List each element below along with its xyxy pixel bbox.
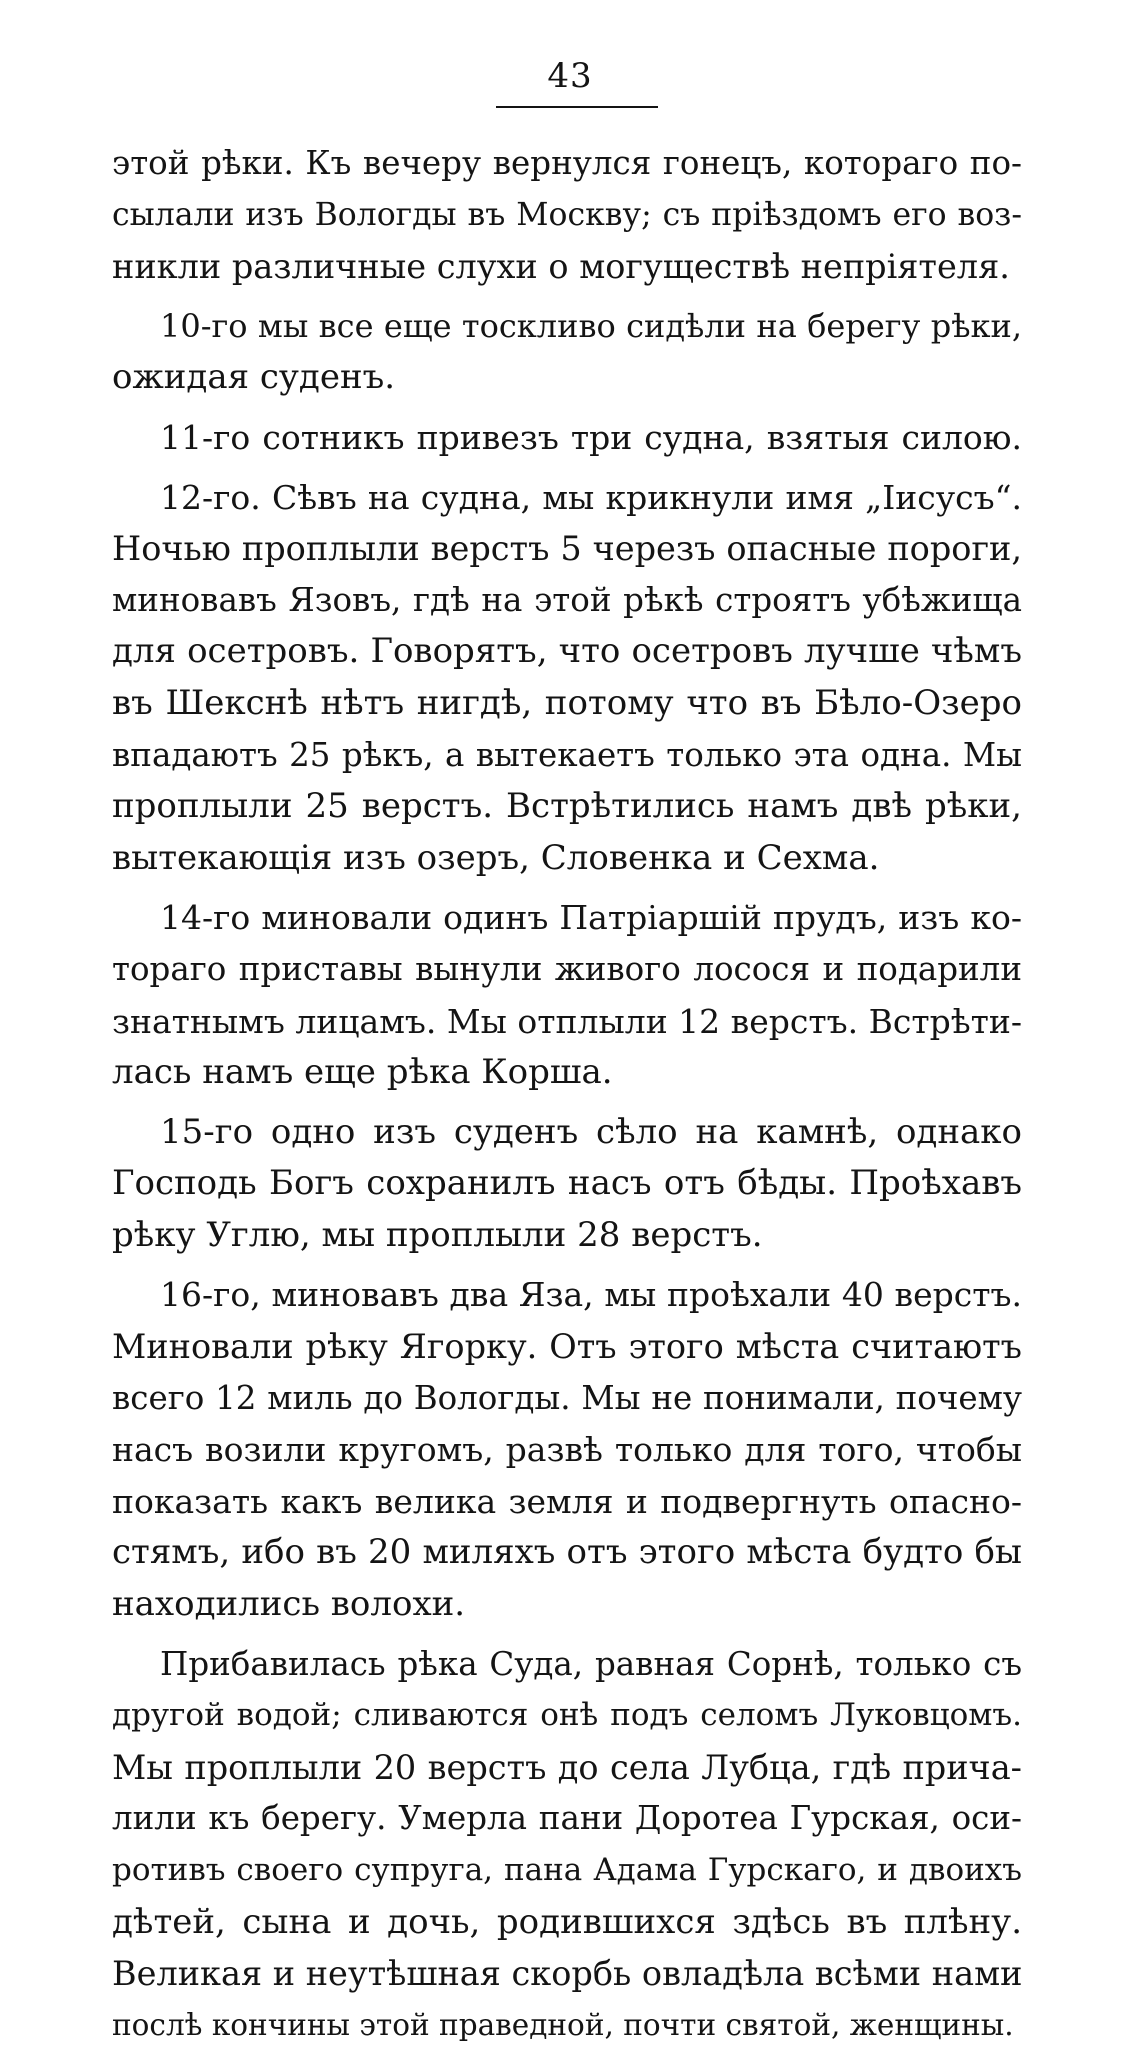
text-line: Миновали рѣку Ягорку. Отъ этого мѣста считаютъ — [112, 1327, 1022, 1367]
text-line: Мы проплыли 20 верстъ до села Лубца, гдѣ прича- — [112, 1747, 1022, 1787]
text-line: ожидая суденъ. — [112, 357, 396, 398]
text-line: Господь Богъ сохранилъ насъ отъ бѣды. Проѣхавъ — [112, 1163, 1022, 1204]
text-line: знатнымъ лицамъ. Мы отплыли 12 верстъ. Встрѣти- — [112, 1001, 1023, 1041]
text-line: миновавъ Язовъ, гдѣ на этой рѣкѣ строятъ убѣжища — [112, 580, 1022, 619]
body-text — [112, 138, 1022, 2051]
text-line: показать какъ велика земля и подвергнуть опасно- — [112, 1481, 1022, 1521]
page-number-rule — [496, 106, 658, 108]
text-line: другой водой; сливаются онѣ подъ селомъ Луковцомъ. — [112, 1697, 1022, 1734]
page-number: 43 — [547, 56, 593, 96]
text-line: вытекающія изъ озеръ, Словенка и Сехма. — [112, 837, 880, 878]
text-line: Ночью проплыли верстъ 5 черезъ опасные пороги, — [112, 529, 1022, 569]
text-line: 16-го, миновавъ два Яза, мы проѣхали 40 верстъ. — [160, 1275, 1022, 1315]
text-line: послѣ кончины этой праведной, почти святой, женщины. — [112, 2007, 1014, 2042]
text-line: стямъ, ибо въ 20 миляхъ отъ этого мѣста будто бы — [112, 1532, 1022, 1573]
paragraph — [112, 412, 1022, 464]
paragraph — [112, 1269, 1022, 1630]
text-line: въ Шекснѣ нѣтъ нигдѣ, потому что въ Бѣло-Озеро — [112, 682, 1022, 723]
paragraph — [112, 138, 1022, 293]
text-line: Великая и неутѣшная скорбь овладѣла всѣми нами — [112, 1954, 1023, 1994]
paragraph — [112, 1107, 1022, 1262]
paragraph — [112, 472, 1022, 885]
text-line: 15-го одно изъ суденъ сѣло на камнѣ, однако — [160, 1111, 1022, 1152]
text-line: сылали изъ Вологды въ Москву; съ пріѣздомъ его воз- — [112, 196, 1022, 233]
text-line: 11-го сотникъ привезъ три судна, взятыя силою. — [160, 417, 1022, 457]
text-line: никли различные слухи о могуществѣ непріятеля. — [112, 247, 1010, 287]
text-line: всего 12 миль до Вологды. Мы не понимали, почему — [112, 1378, 1022, 1417]
text-line: лась намъ еще рѣка Корша. — [112, 1052, 613, 1093]
paragraph — [112, 301, 1022, 404]
text-line: впадаютъ 25 рѣкъ, а вытекаетъ только эта одна. Мы — [112, 735, 1022, 774]
text-line: 14-го миновали одинъ Патріаршій прудъ, изъ ко- — [160, 898, 1022, 938]
paragraph — [112, 1639, 1022, 2051]
text-line: насъ возили кругомъ, развѣ только для того, чтобы — [112, 1430, 1022, 1470]
text-line: лили къ берегу. Умерла пани Доротеа Гурская, оси- — [112, 1799, 1022, 1838]
text-line: находились волохи. — [112, 1584, 466, 1625]
text-line: 12-го. Сѣвъ на судна, мы крикнули имя „Іисусъ“. — [160, 477, 1022, 517]
text-line: для осетровъ. Говорятъ, что осетровъ лучше чѣмъ — [112, 631, 1022, 672]
text-line: дѣтей, сына и дочь, родившихся здѣсь въ плѣну. — [112, 1901, 1022, 1942]
text-line: 10-го мы все еще тоскливо сидѣли на берегу рѣки, — [160, 306, 1022, 345]
text-line: ротивъ своего супруга, пана Адама Гурскаго, и двоихъ — [112, 1852, 1022, 1888]
text-line: Прибавилась рѣка Суда, равная Сорнѣ, только съ — [160, 1644, 1022, 1683]
text-line: этой рѣки. Къ вечеру вернулся гонецъ, котораго по- — [112, 144, 1022, 182]
text-line: рѣку Углю, мы проплыли 28 верстъ. — [112, 1214, 763, 1255]
text-line: тораго приставы вынули живого лосося и подарили — [112, 949, 1022, 988]
text-line: проплыли 25 верстъ. Встрѣтились намъ двѣ рѣки, — [112, 786, 1022, 827]
paragraph — [112, 892, 1022, 1098]
